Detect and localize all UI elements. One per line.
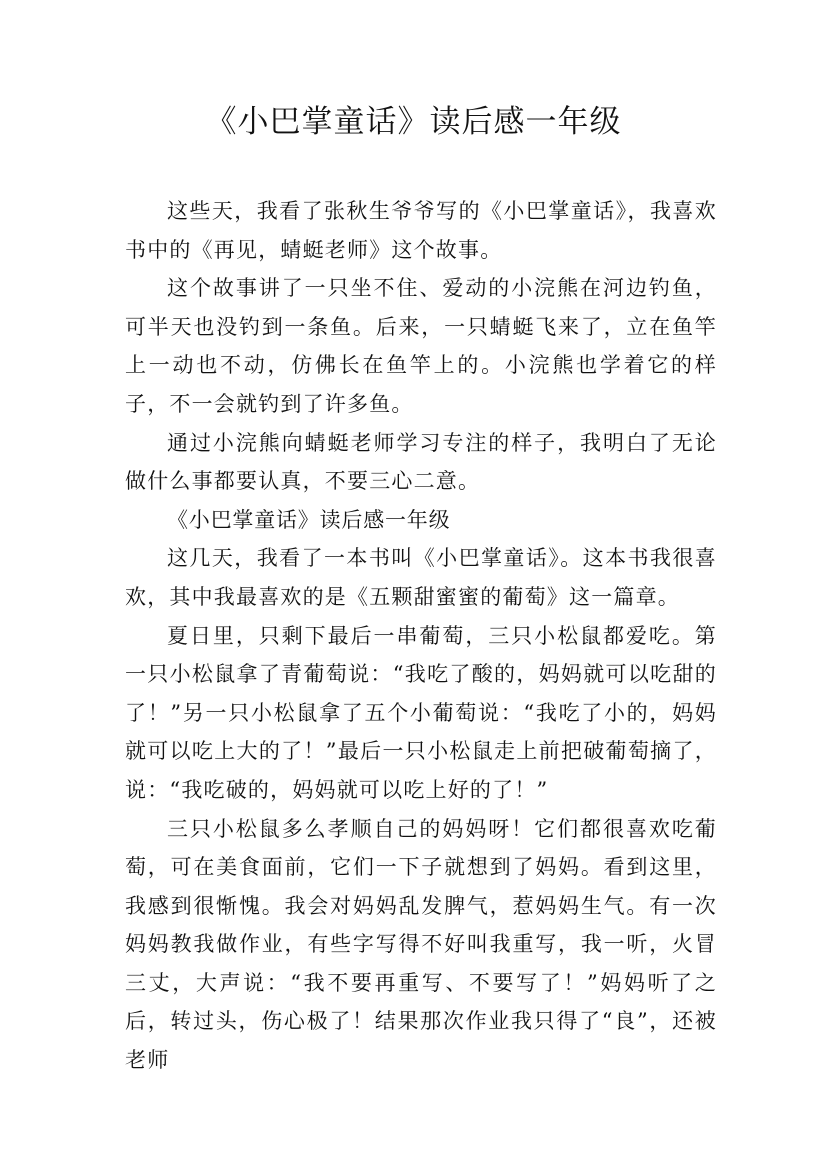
section-subheading: 《小巴掌童话》读后感一年级 [167, 507, 451, 532]
paragraph-lesson: 通过小浣熊向蜻蜓老师学习专注的样子，我明白了无论做什么事都要认真，不要三心二意。 [125, 430, 717, 494]
document-title: 《小巴掌童话》读后感一年级 [205, 104, 622, 140]
paragraph-reflection: 三只小松鼠多么孝顺自己的妈妈呀！它们都很喜欢吃葡萄，可在美食面前，它们一下子就想到了妈妈。看到这里，我感到很惭愧。我会对妈妈乱发脾气，惹妈妈生气。有一次妈妈教我做作业，有些字写得不好叫我重写，我一听，火冒三丈，大声说：“我不要再重写、不要写了！”妈妈听了之后，转过头，伤心极了！结果那次作业我只得了“良”，还被老师 [125, 816, 717, 1073]
paragraph-story-summary: 这个故事讲了一只坐不住、爱动的小浣熊在河边钓鱼，可半天也没钓到一条鱼。后来，一只蜻蜓飞来了，立在鱼竿上一动也不动，仿佛长在鱼竿上的。小浣熊也学着它的样子，不一会就钓到了许多鱼。 [125, 276, 717, 416]
paragraph-intro: 这些天，我看了张秋生爷爷写的《小巴掌童话》，我喜欢书中的《再见，蜻蜓老师》这个故事。 [125, 199, 717, 262]
document-body [125, 192, 717, 1080]
paragraph-second-intro: 这几天，我看了一本书叫《小巴掌童话》。这本书我很喜欢，其中我最喜欢的是《五颗甜蜜蜜的葡萄》这一篇章。 [125, 546, 717, 609]
paragraph-squirrel-story: 夏日里，只剩下最后一串葡萄，三只小松鼠都爱吃。第一只小松鼠拿了青葡萄说：“我吃了酸的，妈妈就可以吃甜的了！”另一只小松鼠拿了五个小葡萄说：“我吃了小的，妈妈就可以吃上大的了！”最后一只小松鼠走上前把破葡萄摘了，说：“我吃破的，妈妈就可以吃上好的了！” [125, 623, 717, 802]
